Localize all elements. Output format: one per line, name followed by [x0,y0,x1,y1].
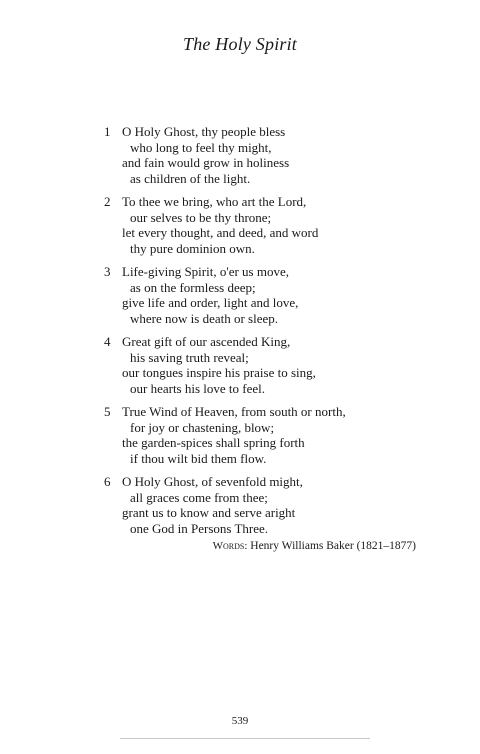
verse-line: as children of the light. [130,170,251,186]
attribution-author: Henry Williams Baker (1821–1877) [250,540,416,552]
verse-line: O Holy Ghost, thy people bless [122,124,286,139]
verse-line: give life and order, light and love, [122,295,299,310]
words-attribution [213,540,416,552]
verse-number: 1 [104,124,111,139]
verse-number: 5 [104,404,111,419]
verse-6 [104,474,404,536]
verse-line: and fain would grow in holiness [122,155,290,170]
verse-4 [104,334,404,396]
verse-number: 4 [104,334,111,349]
verse-line: To thee we bring, who art the Lord, [122,194,307,209]
verse-line: our hearts his love to feel. [130,380,266,396]
verse-line: Great gift of our ascended King, [122,334,291,349]
attribution-label: Words: [212,540,248,552]
verse-line: all graces come from thee; [130,489,268,505]
verse-number: 2 [104,194,111,209]
verse-line: our tongues inspire his praise to sing, [122,365,316,380]
verse-line: the garden-spices shall spring forth [122,435,305,450]
page-bottom-rule [120,738,370,739]
verse-line: our selves to be thy throne; [130,209,272,225]
verse-number: 3 [104,264,111,279]
verse-3 [104,264,404,326]
verse-line: one God in Persons Three. [130,520,269,536]
verse-line: where now is death or sleep. [130,310,279,326]
page-number: 539 [231,715,249,727]
verse-line: let every thought, and deed, and word [122,225,319,240]
verse-number: 6 [104,474,111,489]
verse-line: True Wind of Heaven, from south or north, [122,404,346,419]
verse-line: as on the formless deep; [130,279,256,295]
verse-line: his saving truth reveal; [130,349,249,365]
verse-line: for joy or chastening, blow; [130,419,275,435]
hymn-text [104,124,404,544]
verse-line: if thou wilt bid them flow. [130,450,267,466]
verse-1 [104,124,404,186]
page-title: The Holy Spirit [183,34,297,54]
verse-line: who long to feel thy might, [130,139,272,155]
verse-line: O Holy Ghost, of sevenfold might, [122,474,303,489]
verse-2 [104,194,404,256]
verse-line: thy pure dominion own. [130,240,255,256]
verse-line: Life-giving Spirit, o'er us move, [122,264,289,279]
verse-line: grant us to know and serve aright [122,505,296,520]
verse-5 [104,404,404,466]
